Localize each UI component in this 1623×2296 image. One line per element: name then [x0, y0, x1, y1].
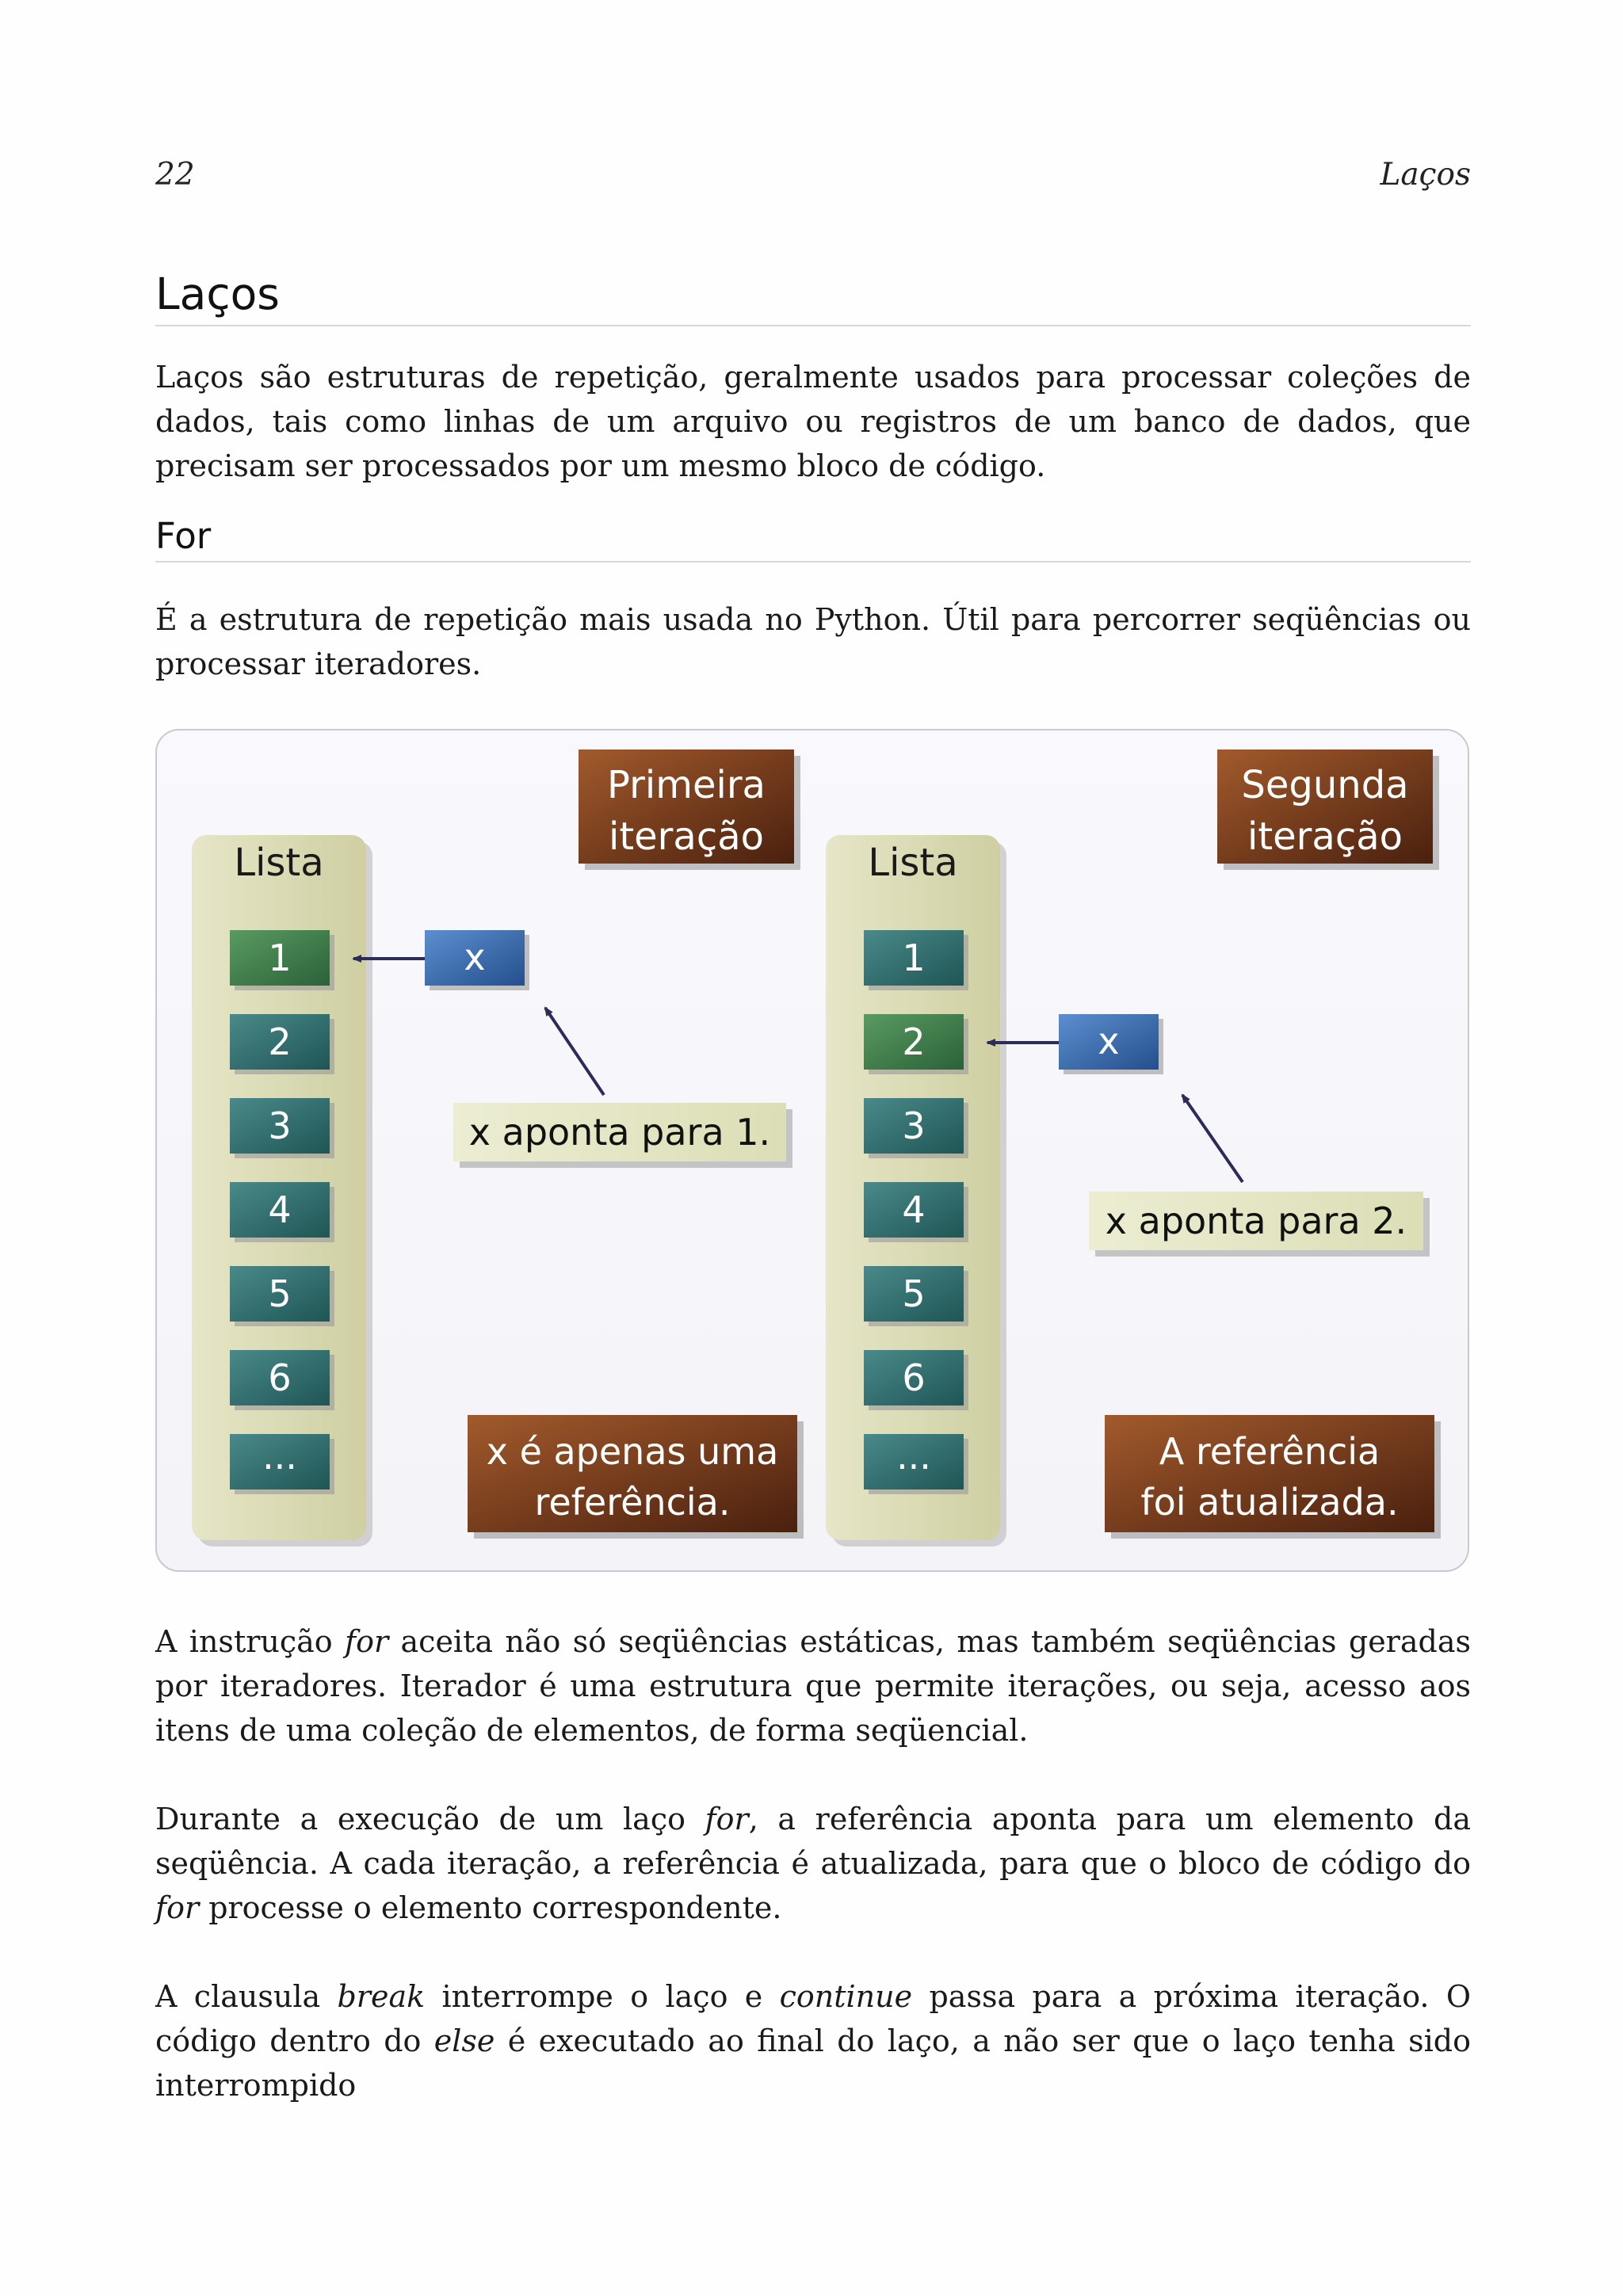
- paragraph-for-instruction: [155, 1619, 1471, 1753]
- for-intro-paragraph: É a estrutura de repetição mais usada no Python. Útil para percorrer seqüências ou processar iteradores.: [155, 602, 1471, 681]
- keyword-for: for: [705, 1802, 749, 1836]
- note-arrow: [1182, 1095, 1243, 1182]
- section-title: Laços: [155, 268, 1471, 326]
- text-run: aceita não só seqüências estáticas, mas também seqüências geradas por iteradores. Iterador é uma estrutura que permite iterações, ou seja, acesso aos itens de uma coleção de elementos, de forma seqüencial.: [155, 1624, 1471, 1748]
- list-item-label: 2: [268, 1020, 292, 1063]
- var-label: x: [464, 936, 486, 978]
- text-run: processe o elemento correspondente.: [199, 1890, 782, 1925]
- subsection-title: For: [155, 515, 1471, 563]
- list-item-label: 1: [268, 936, 292, 979]
- list-item-label: 1: [902, 936, 926, 979]
- list-items: [230, 930, 334, 1494]
- diagram-canvas: [157, 730, 1471, 1573]
- iteration-label-line1: Primeira: [607, 763, 766, 807]
- footer-note-line1: x é apenas uma: [486, 1430, 779, 1473]
- list-title: Lista: [868, 841, 958, 885]
- note-arrow: [545, 1008, 604, 1095]
- list-item-label: ...: [262, 1435, 297, 1478]
- list-item-label: 3: [268, 1104, 292, 1147]
- keyword-break: break: [337, 1979, 426, 2014]
- footer-note-line2: foi atualizada.: [1140, 1481, 1399, 1524]
- footer-note-line2: referência.: [534, 1481, 731, 1524]
- running-title: Laços: [1380, 157, 1471, 193]
- running-header: [155, 157, 1471, 200]
- footer-note-line1: A referência: [1159, 1430, 1381, 1473]
- text-run: , a referência aponta para um elemento da seqüência. A cada iteração, a referência é atualizada, para que o bloco de código do: [155, 1802, 1472, 1881]
- iteration-label-line1: Segunda: [1241, 763, 1409, 807]
- pointer-note: x aponta para 1.: [468, 1111, 771, 1154]
- keyword-for: for: [155, 1890, 200, 1925]
- text-run: Durante a execução de um laço: [155, 1802, 705, 1836]
- text-run: A instrução: [155, 1624, 346, 1659]
- iteration-label-line2: iteração: [1247, 814, 1403, 859]
- list-item-label: 6: [268, 1356, 292, 1399]
- panel-second-iteration: [826, 749, 1441, 1547]
- list-item-label: 3: [902, 1104, 926, 1147]
- text-run: interrompe o laço e: [425, 1979, 780, 2014]
- keyword-else: else: [433, 2023, 495, 2058]
- text-run: A clausula: [155, 1979, 338, 2014]
- text-run: é executado ao final do laço, a não ser que o laço tenha sido interrompido: [155, 2023, 1471, 2103]
- intro-paragraph: Laços são estruturas de repetição, geralmente usados para processar coleções de dados, tais como linhas de um arquivo ou registros de um banco de dados, que precisam ser processados por um mesmo bloco de código.: [155, 360, 1471, 483]
- list-item-label: 2: [902, 1020, 926, 1063]
- keyword-for: for: [345, 1624, 389, 1659]
- list-item-label: 6: [902, 1356, 926, 1399]
- iteration-label-line2: iteração: [608, 814, 765, 859]
- list-item-label: 5: [268, 1272, 292, 1315]
- pointer-note: x aponta para 2.: [1105, 1199, 1407, 1242]
- list-item-label: 4: [902, 1188, 926, 1231]
- keyword-continue: continue: [779, 1979, 913, 2014]
- list-items: [864, 930, 968, 1494]
- page-number: 22: [155, 157, 195, 193]
- for-loop-diagram: [155, 729, 1469, 1572]
- text-run: passa para a próxima iteração. O código dentro do: [155, 1979, 1472, 2058]
- list-item-label: 5: [902, 1272, 926, 1315]
- paragraph-break-continue: [155, 1974, 1471, 2107]
- list-title: Lista: [234, 841, 324, 885]
- paragraph-loop-execution: [155, 1797, 1471, 1930]
- panel-first-iteration: [192, 749, 804, 1547]
- list-item-label: ...: [896, 1435, 931, 1478]
- var-label: x: [1098, 1020, 1120, 1062]
- list-item-label: 4: [268, 1188, 292, 1231]
